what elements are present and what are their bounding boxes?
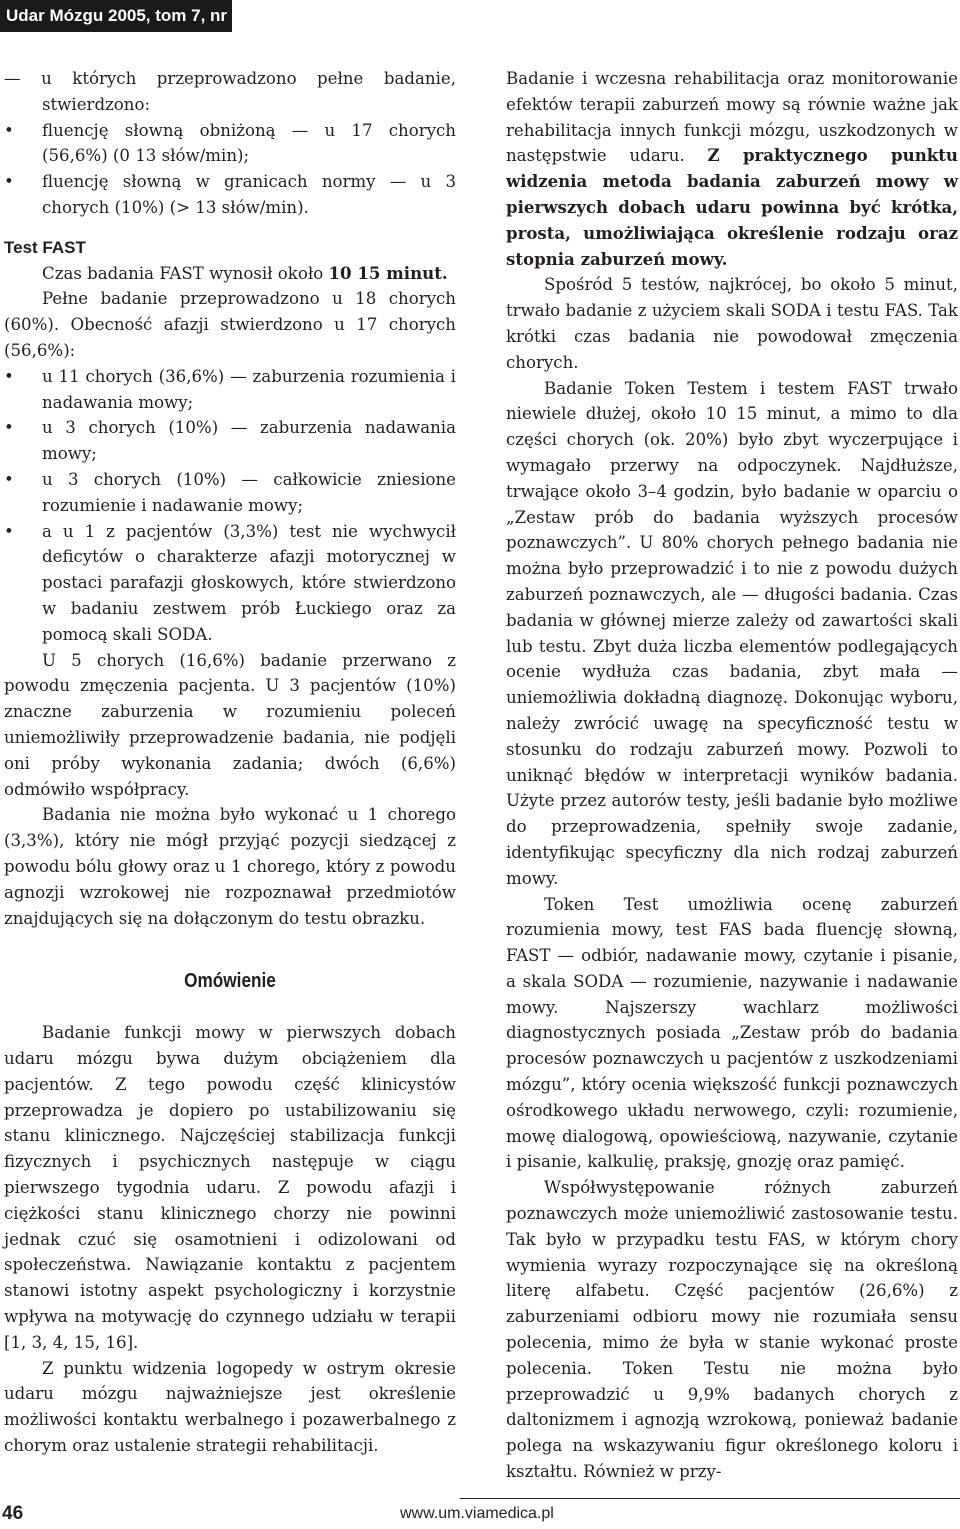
footer-url: www.um.viamedica.pl xyxy=(400,1505,554,1522)
bullet-item: • u 3 chorych (10%) — zaburzenia nadawania mowy; xyxy=(4,415,456,467)
bullet-item: • fluencję słowną w granicach normy — u 3 chorych (10%) (> 13 słów/min). xyxy=(4,169,456,221)
paragraph-right-5: Współwystępowanie różnych zaburzeń poznawczych może uniemożliwić zastosowanie testu. Tak było w przypadku testu FAS, w którym chory wymienia wyrazy rozpoczynające się na określoną literę alfabetu. Część pacjentów (26,6%) z zaburzeniami odbioru mowy nie rozumiała sensu polecenia, mimo że była w stanie wykonać proste polecenia. Token Testu nie można było przeprowadzić u 9,9% badanych chorych z daltonizmem i agnozją wzrokową, ponieważ badanie polega na wskazywaniu figur określonego koloru i kształtu. Również w przy- xyxy=(506,1178,958,1482)
paragraph-discussion-1: Badanie funkcji mowy w pierwszych dobach udaru mózgu bywa dużym obciążeniem dla pacjentów. Z tego powodu część klinicystów przeprowadza je dopiero po ustabilizowaniu się stanu klinicznego. Najczęściej stabilizacja funkcji fizycznych i psychicznych następuje w ciągu pierwszego tygodnia udaru. Z powodu afazji i ciężkości stanu klinicznego chorzy nie powinni jednak czuć się osamotnieni i odizolowani od społeczeństwa. Nawiązanie kontaktu z pacjentem stanowi istotny aspekt psychologiczny i korzystnie wpływa na motywację do czynnego udziału w terapii [1, 3, 4, 15, 16]. xyxy=(4,1023,456,1352)
paragraph-right-2: Spośród 5 testów, najkrócej, bo około 5 minut, trwało badanie z użyciem skali SODA i testu FAS. Tak krótki czas badania nie powodował zmęczenia chorych. xyxy=(506,275,958,372)
right-column xyxy=(506,66,958,1485)
bullet-item: • u 3 chorych (10%) — całkowicie zniesione rozumienie i nadawanie mowy; xyxy=(4,467,456,519)
subheading-test-fast: Test FAST xyxy=(4,237,86,257)
section-title-discussion: Omówienie xyxy=(184,970,276,993)
paragraph-full-exam: Pełne badanie przeprowadzono u 18 chorych (60%). Obecność afazji stwierdzono u 17 chorych (56,6%): xyxy=(4,289,456,360)
paragraph-right-3: Badanie Token Testem i testem FAST trwało niewiele dłużej, około 10 15 minut, a mimo to dla części chorych (ok. 20%) było zbyt wyczerpujące i wymagało przerwy na odpoczynek. Najdłuższe, trwające około 3–4 godzin, było badanie w oparciu o „Zestaw prób do badania wyższych procesów poznawczych”. U 80% chorych pełnego badania nie można było przeprowadzić i to nie z powodu dużych zaburzeń poznawczych, ale — długości badania. Czas badania w głównej mierze zależy od zawartości skali lub testu. Zbyt duża liczba elementów podlegających ocenie wydłuża czas badania, zbyt mała — uniemożliwia dokładną diagnozę. Dokonując wyboru, należy zwrócić uwagę na specyficzność testu w stosunku do rodzaju zaburzeń mowy. Pozwoli to uniknąć błędów w interpretacji wyników badania. Użyte przez autorów testy, jeśli badanie było możliwe do przeprowadzenia, spełniły swoje zadanie, identyfikując specyficzny dla nich rodzaj zaburzeń mowy. xyxy=(506,378,958,888)
footer-divider xyxy=(460,1498,960,1499)
journal-header-text: Udar Mózgu 2005, tom 7, nr 2 xyxy=(6,6,242,25)
bullet-item: • a u 1 z pacjentów (3,3%) test nie wychwycił deficytów o charakterze afazji motorycznej w postaci parafazji głoskowych, które stwierdzono w badaniu zestwem prób Łuckiego oraz za pomocą skali SODA. xyxy=(4,519,456,648)
paragraph-interrupted: U 5 chorych (16,6%) badanie przerwano z powodu zmęczenia pacjenta. U 3 pacjentów (10%) znaczne zaburzenia w rozumieniu poleceń uniemożliwiły przeprowadzenie badania, nie podjęli oni próby wykonania zadania; dwóch (6,6%) odmówiło współpracy. xyxy=(4,650,456,799)
paragraph-impossible: Badania nie można było wykonać u 1 chorego (3,3%), który nie mógł przyjąć pozycji siedzącej z powodu bólu głowy oraz u 1 chorego, który z powodu agnozji wzrokowej nie rozpoznawał przedmiotów znajdujących się na dołączonym do testu obrazku. xyxy=(4,805,456,928)
bullet-item: • fluencję słowną obniżoną — u 17 chorych (56,6%) (0 13 słów/min); xyxy=(4,118,456,170)
left-column xyxy=(4,66,456,1459)
paragraph-right-4: Token Test umożliwia ocenę zaburzeń rozumienia mowy, test FAS bada fluencję słowną, FAST — odbiór, nadawanie mowy, czytanie i pisanie, a skala SODA — rozumienie, nazywanie i nadawanie mowy. Najszerszy wachlarz możliwości diagnostycznych posiada „Zestaw prób do badania procesów poznawczych u pacjentów z uszkodzeniami mózgu”, który ocenia większość funkcji poznawczych ośrodkowego układu nerwowego, czyli: rozumienie, mowę dialogową, opowieściową, nazywanie, czytanie i pisanie, kalkulię, praksję, gnozję oraz pamięć. xyxy=(506,894,958,1172)
journal-header-bar xyxy=(0,0,242,32)
paragraph-discussion-2: Z punktu widzenia logopedy w ostrym okresie udaru mózgu najważniejsze jest określenie możliwości kontaktu werbalnego i pozawerbalnego z chorym oraz ustalenie strategii rehabilitacji. xyxy=(4,1358,456,1456)
dash-item: — u których przeprowadzono pełne badanie, stwierdzono: xyxy=(4,69,456,114)
paragraph-right-1: Badanie i wczesna rehabilitacja oraz monitorowanie efektów terapii zaburzeń mowy są równie ważne jak rehabilitacja innych funkcji mózgu, uszkodzonych w następstwie udaru. Z praktycznego punktu widzenia metoda badania zaburzeń mowy w pierwszych dobach udaru powinna być krótka, prosta, umożliwiająca określenie rodzaju oraz stopnia zaburzeń mowy. xyxy=(506,69,958,269)
bullet-item: • u 11 chorych (36,6%) — zaburzenia rozumienia i nadawania mowy; xyxy=(4,364,456,416)
page-number: 46 xyxy=(2,1503,24,1524)
paragraph-fast-time: Czas badania FAST wynosił około 10 15 minut. xyxy=(42,262,448,283)
